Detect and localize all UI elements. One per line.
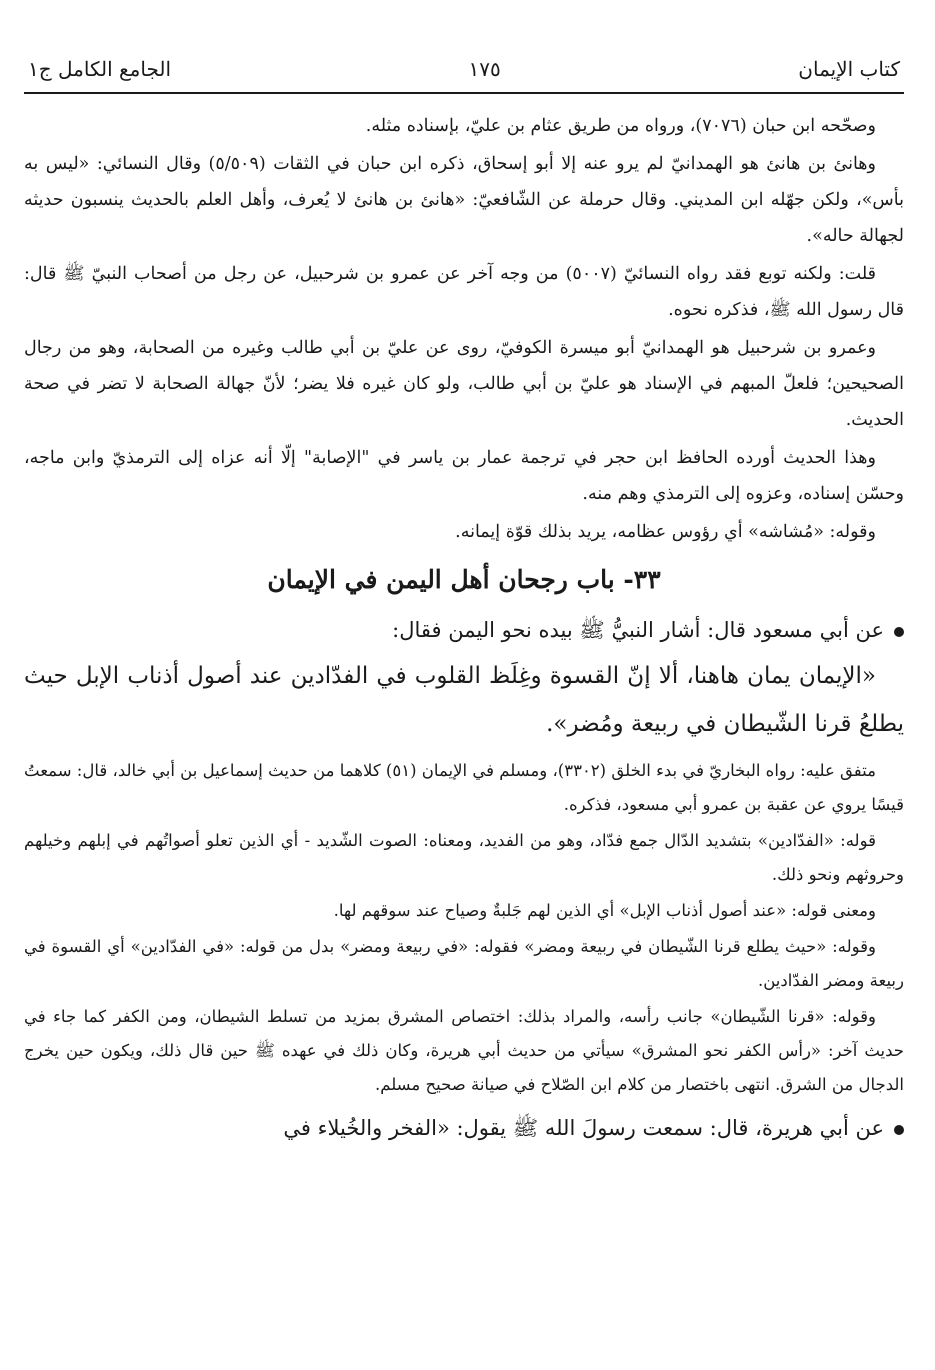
paragraph: وقوله: «مُشاشه» أي رؤوس عظامه، يريد بذلك قوّة إيمانه. [455,522,876,542]
header-rule [24,92,904,94]
hadith-intro-text: عن أبي مسعود قال: أشار النبيُّ ﷺ بيده نحو اليمن فقال: [392,618,884,642]
hadith-text: «الإيمان يمان هاهنا، ألا إنّ القسوة وغِلَظ القلوب في الفدّادين عند أصول أذناب الإبل حيث يطلعُ قرنا الشّيطان في ربيعة ومُضر». [24,663,904,737]
hadith-intro [24,608,904,652]
bullet-icon [894,627,904,637]
paragraph: وهانئ بن هانئ هو الهمدانيّ لم يرو عنه إلا أبو إسحاق، ذكره ابن حبان في الثقات (٥/٥٠٩) وقال النسائي: «ليس به بأس»، ولكن جهّله ابن المديني. وقال حرملة عن الشّافعيّ: «هانئ بن هانئ لا يُعرف، وأهل العلم بالحديث ينسبون حديثه لجهالة حاله». [24,154,904,246]
note-paragraph: قوله: «الفدّادين» بتشديد الدّال جمع فدّاد، وهو من الفديد، ومعناه: الصوت الشّديد - أي الذين تعلو أصواتُهم في إبلهم وخيلهم وحروثهم ونحو ذلك. [24,831,904,884]
note-paragraph: وقوله: «حيث يطلع قرنا الشّيطان في ربيعة ومضر» فقوله: «في ربيعة ومضر» بدل من قوله: «في الفدّادين» أي القسوة في ربيعة ومضر الفدّادين. [24,937,904,990]
book-page [24,52,904,1150]
note-paragraph: متفق عليه: رواه البخاريّ في بدء الخلق (٣٣٠٢)، ومسلم في الإيمان (٥١) كلاهما من حديث إسماعيل بن أبي خالد، قال: سمعتُ قيسًا يروي عن عقبة بن عمرو أبي مسعود، فذكره. [24,761,904,814]
paragraph: وهذا الحديث أورده الحافظ ابن حجر في ترجمة عمار بن ياسر في "الإصابة" إلّا أنه عزاه إلى الترمذيّ وابن ماجه، وحسّن إسناده، وعزوه إلى الترمذي وهم منه. [24,448,904,504]
book-title: كتاب الإيمان [798,57,900,81]
section-title: ٣٣- باب رجحان أهل اليمن في الإيمان [267,565,661,594]
page-header [24,52,904,86]
bullet-icon [894,1125,904,1135]
paragraph: وعمرو بن شرحبيل هو الهمدانيّ أبو ميسرة الكوفيّ، روى عن عليّ بن أبي طالب وغيره من الصحابة، وهو من رجال الصحيحين؛ فلعلّ المبهم في الإسناد هو عليّ بن أبي طالب، ولو كان غيره فلا يضر؛ لأنّ جهالة الصحابة لا تضر في صحة الحديث. [24,338,904,430]
series-title: الجامع الكامل ج١ [28,57,172,81]
paragraph: وصحّحه ابن حبان (٧٠٧٦)، ورواه من طريق عثام بن عليّ، بإسناده مثله. [365,116,876,136]
note-paragraph: وقوله: «قرنا الشّيطان» جانب رأسه، والمراد بذلك: اختصاص المشرق بمزيد من تسلط الشيطان، ومن الكفر كما جاء في حديث آخر: «رأس الكفر نحو المشرق» سيأتي من حديث أبي هريرة، وكان ذلك في عهده ﷺ حين قال ذلك، ويكون حين يخرج الدجال من الشرق. انتهى باختصار من كلام ابن الصّلاح في صيانة صحيح مسلم. [24,1007,904,1094]
paragraph: قلت: ولكنه توبع فقد رواه النسائيّ (٥٠٠٧) من وجه آخر عن عمرو بن شرحبيل، عن رجل من أصحاب النبيّ ﷺ قال: قال رسول الله ﷺ، فذكره نحوه. [24,264,904,320]
hadith-intro [24,1106,904,1150]
note-paragraph: ومعنى قوله: «عند أصول أذناب الإبل» أي الذين لهم جَلبةٌ وصياح عند سوقهم لها. [333,901,876,920]
page-number: ١٧٥ [468,57,501,81]
hadith-intro-text: عن أبي هريرة، قال: سمعت رسولَ الله ﷺ يقول: «الفخر والخُيلاء في [283,1116,884,1140]
